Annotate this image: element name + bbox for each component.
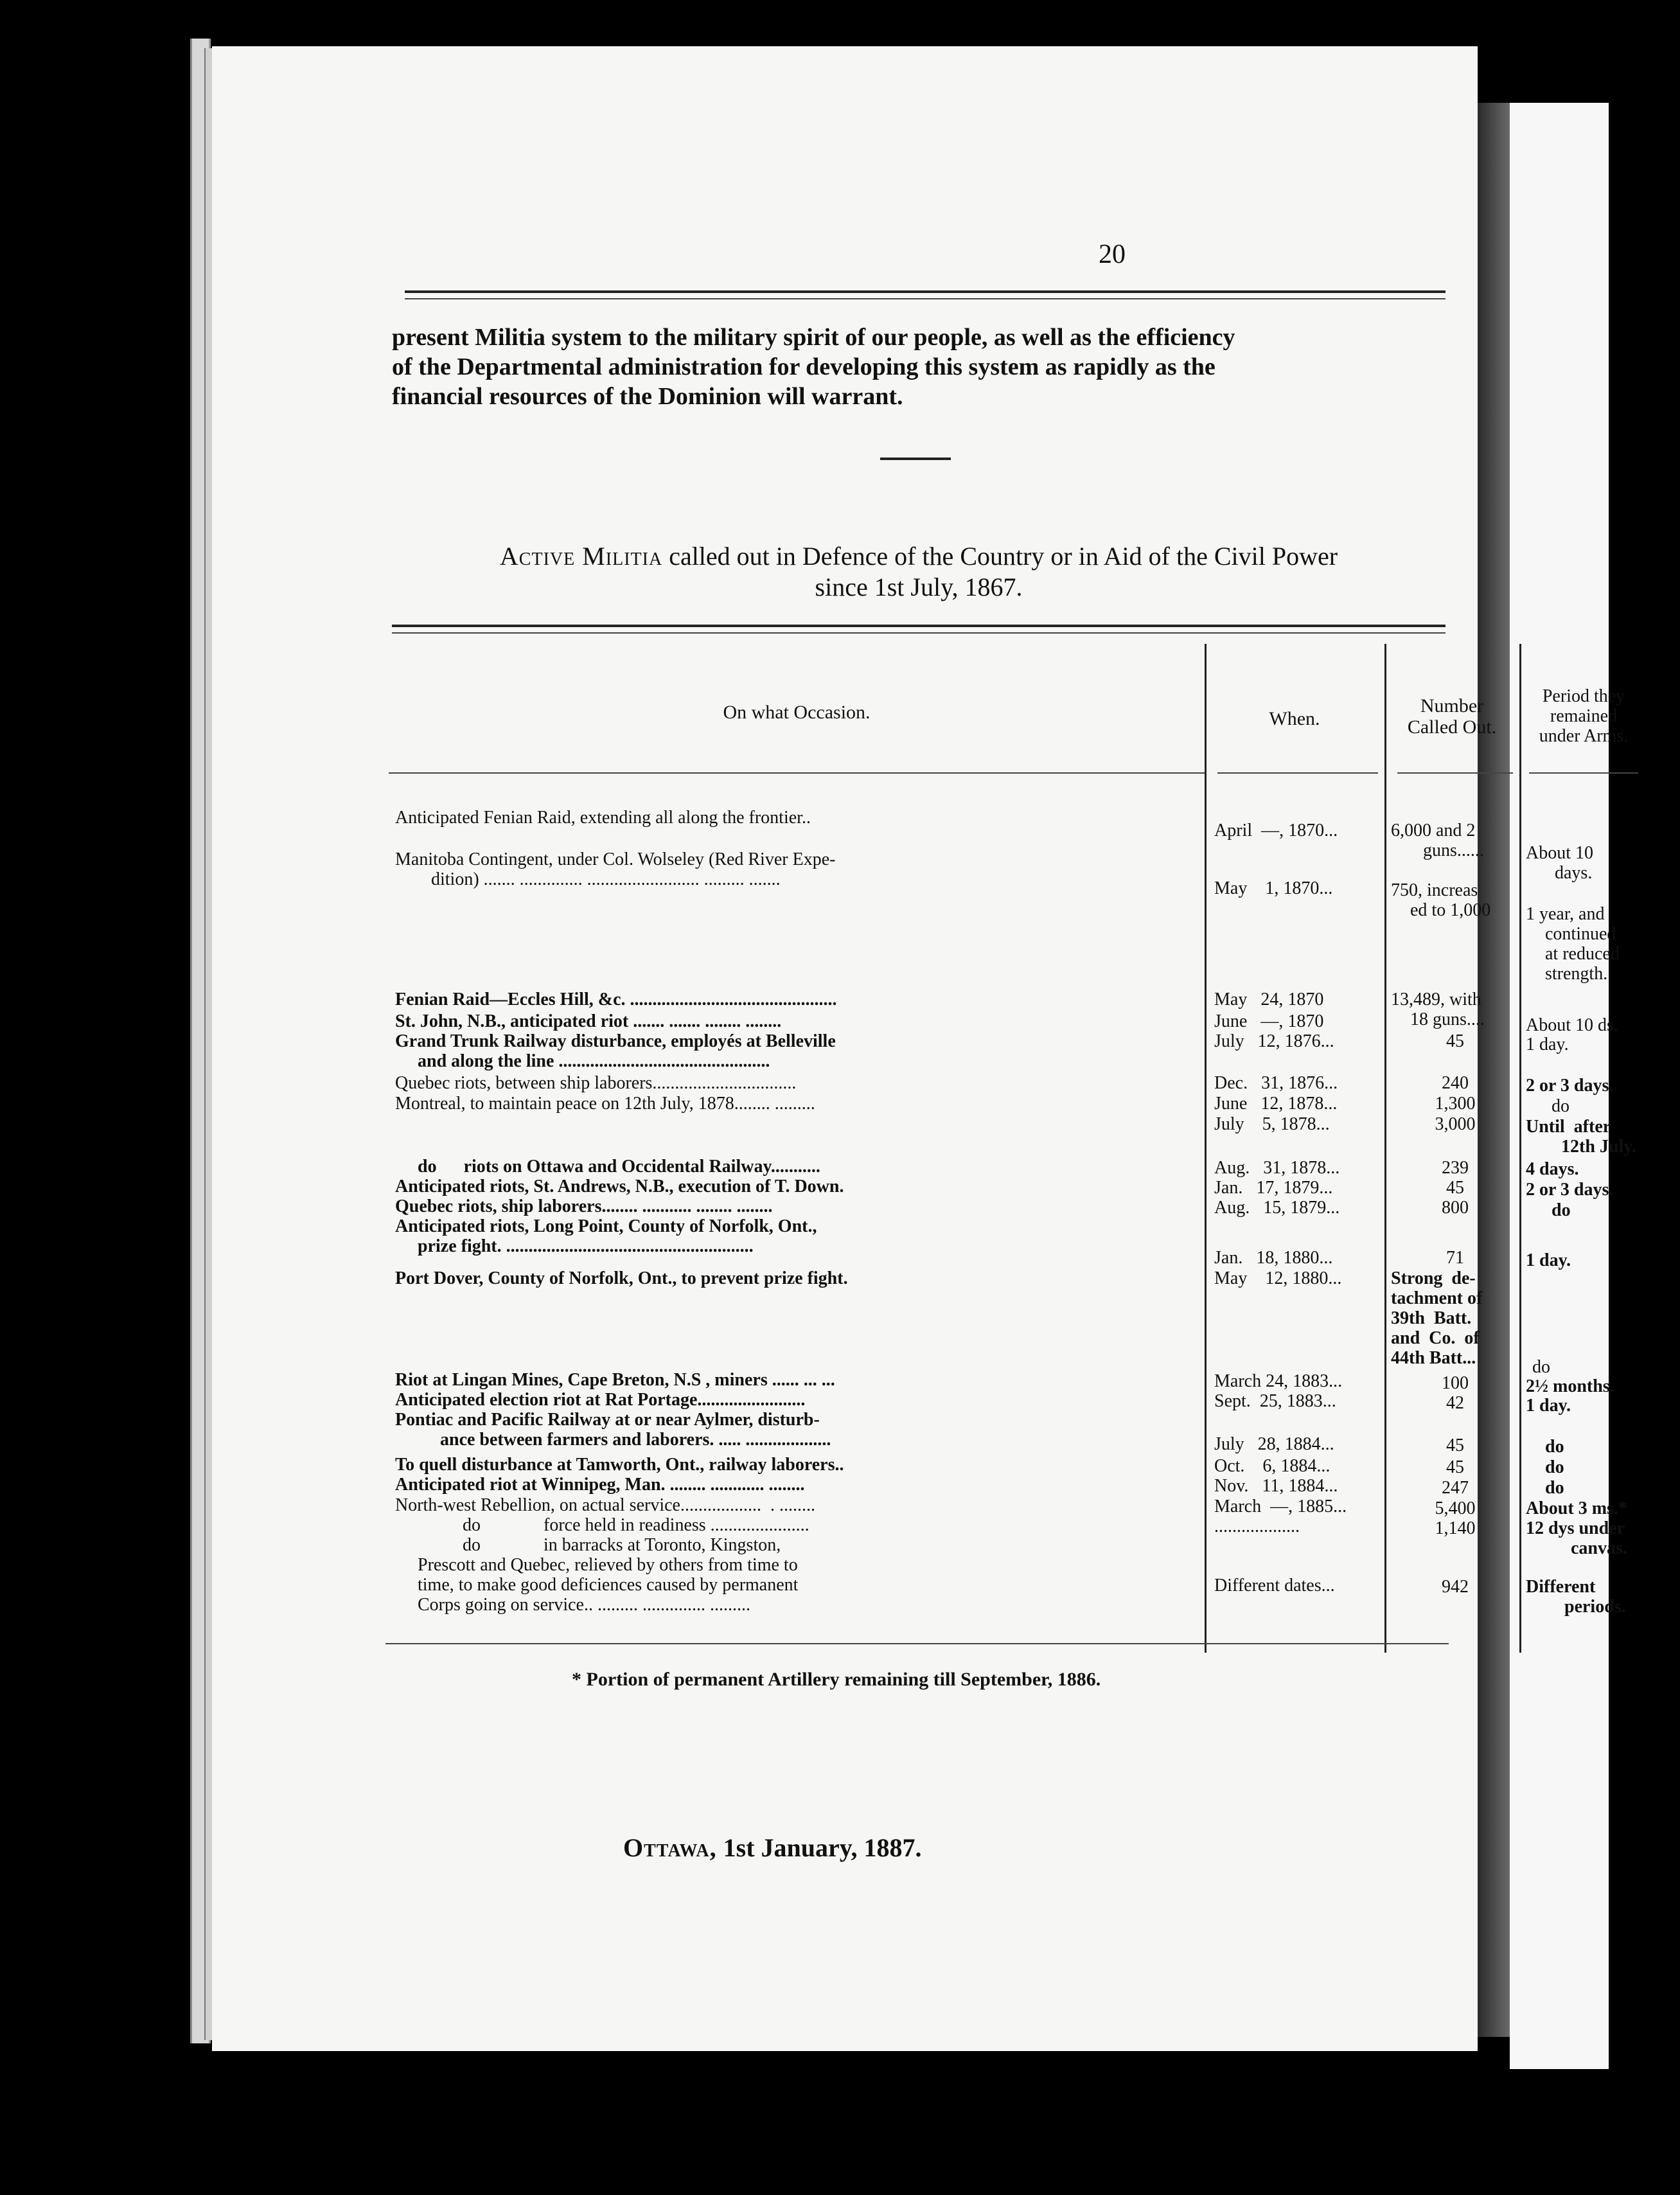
- occasion-cell: Quebec riots, between ship laborers................................: [395, 1073, 797, 1093]
- number-cell: 240: [1442, 1073, 1469, 1093]
- header-period-line: remained: [1550, 706, 1618, 726]
- header-number: [1384, 695, 1519, 738]
- period-cell: 2½ months.: [1526, 1376, 1614, 1396]
- intro-line: present Militia system to the military spirit of our people, as well as the efficiency: [392, 324, 1235, 351]
- signature-line: [623, 1833, 922, 1863]
- header-period-line: Period they: [1542, 686, 1625, 706]
- occasion-cell: [395, 1535, 1205, 1615]
- page-edge-stack-inner: [204, 48, 212, 2040]
- period-line: About 10: [1526, 843, 1593, 863]
- period-cell: do: [1532, 1357, 1550, 1377]
- when-cell: May 24, 1870: [1214, 990, 1324, 1009]
- number-cell: 3,000: [1435, 1114, 1476, 1134]
- period-cell: [1526, 1577, 1654, 1617]
- period-line: canvas.: [1571, 1538, 1627, 1558]
- period-cell: 2 or 3 days.: [1526, 1076, 1614, 1096]
- when-cell: July 28, 1884...: [1214, 1434, 1334, 1454]
- number-cell: 247: [1442, 1478, 1469, 1498]
- document-page: [212, 46, 1636, 2051]
- number-line: ed to 1,000: [1410, 900, 1491, 920]
- occasion-line: prize fight. .......................................................: [395, 1236, 754, 1256]
- period-line: periods.: [1564, 1597, 1626, 1617]
- period-cell: do: [1552, 1200, 1571, 1220]
- header-period: [1519, 686, 1648, 746]
- footnote: * Portion of permanent Artillery remaining till September, 1886.: [572, 1669, 1101, 1690]
- period-cell: 2 or 3 days.: [1526, 1180, 1614, 1200]
- column-divider: [1384, 644, 1386, 1653]
- number-line: guns......: [1423, 840, 1484, 860]
- number-cell: 100: [1442, 1373, 1469, 1393]
- occasion-line: do in barracks at Toronto, Kingston,: [395, 1535, 781, 1555]
- occasion-cell: [395, 849, 1205, 889]
- when-cell: Sept. 25, 1883...: [1214, 1391, 1336, 1411]
- period-line: Until after: [1526, 1117, 1611, 1137]
- header-rule-top: [405, 290, 1446, 293]
- occasion-cell: North-west Rebellion, on actual service.................. . ........: [395, 1495, 815, 1515]
- militia-table: [389, 644, 1636, 1659]
- period-line: 12 dys under: [1526, 1518, 1625, 1538]
- period-cell: [1526, 843, 1654, 883]
- header-occasion: On what Occasion.: [723, 702, 871, 723]
- header-number-line: Number: [1420, 695, 1484, 716]
- table-rule-top-thin: [392, 632, 1446, 634]
- table-bottom-rule: [385, 1643, 1449, 1644]
- occasion-line: Anticipated riots, Long Point, County of Norfolk, Ont.,: [395, 1216, 817, 1236]
- number-cell: 45: [1446, 1031, 1464, 1051]
- period-line: strength.: [1545, 964, 1608, 984]
- occasion-line: ance between farmers and laborers. ..... ...................: [395, 1430, 831, 1450]
- header-period-line: under Arms.: [1539, 726, 1629, 746]
- occasion-cell: Anticipated riot at Winnipeg, Man. ........ ............ ........: [395, 1475, 805, 1495]
- when-cell: ...................: [1214, 1516, 1300, 1536]
- column-divider: [1519, 644, 1521, 1653]
- occasion-line: Manitoba Contingent, under Col. Wolseley (Red River Expe-: [395, 849, 836, 869]
- period-cell: About 10 ds.: [1526, 1015, 1618, 1035]
- period-line: Different: [1526, 1577, 1596, 1597]
- number-line: 13,489, with: [1391, 990, 1481, 1009]
- occasion-line: Corps going on service.. ......... .............. .........: [395, 1595, 750, 1615]
- heading-small-caps: Active Militia: [499, 542, 663, 571]
- page-number: 20: [1099, 240, 1126, 269]
- occasion-cell: [395, 1031, 1205, 1071]
- when-cell: Aug. 31, 1878...: [1214, 1158, 1340, 1178]
- occasion-line: and along the line ...............................................: [395, 1051, 770, 1071]
- occasion-cell: To quell disturbance at Tamworth, Ont., railway laborers..: [395, 1455, 844, 1475]
- period-cell: 1 day.: [1526, 1035, 1569, 1054]
- header-number-line: Called Out.: [1407, 716, 1497, 738]
- header-underline: [389, 772, 1205, 774]
- occasion-cell: Quebec riots, ship laborers........ ........... ........ ........: [395, 1196, 773, 1216]
- heading-line-2: since 1st July, 1867.: [815, 573, 1023, 601]
- occasion-cell: Anticipated riots, St. Andrews, N.B., execution of T. Down.: [395, 1177, 844, 1196]
- number-cell: 45: [1446, 1457, 1464, 1477]
- occasion-cell: do force held in readiness ......................: [395, 1515, 809, 1535]
- number-cell: 71: [1446, 1248, 1464, 1268]
- occasion-cell: St. John, N.B., anticipated riot ....... ....... ........ ........: [395, 1011, 782, 1031]
- occasion-cell: Montreal, to maintain peace on 12th July, 1878........ .........: [395, 1094, 815, 1114]
- period-cell: 1 day.: [1526, 1250, 1571, 1270]
- header-rule-bottom: [405, 298, 1446, 299]
- number-cell: 800: [1442, 1198, 1469, 1218]
- when-cell: Different dates...: [1214, 1576, 1335, 1595]
- number-cell: [1391, 880, 1519, 920]
- period-cell: do: [1545, 1478, 1564, 1498]
- period-cell: do: [1545, 1437, 1564, 1457]
- number-line: tachment of: [1391, 1288, 1483, 1308]
- number-cell: [1391, 821, 1519, 860]
- period-cell: 1 day.: [1526, 1396, 1571, 1416]
- occasion-line: Grand Trunk Railway disturbance, employés at Belleville: [395, 1031, 836, 1051]
- table-heading: [392, 541, 1446, 603]
- when-cell: Dec. 31, 1876...: [1214, 1073, 1338, 1093]
- header-when: When.: [1269, 708, 1320, 729]
- number-cell: [1391, 1268, 1519, 1368]
- number-cell: 1,140: [1435, 1518, 1476, 1538]
- occasion-cell: Fenian Raid—Eccles Hill, &c. ..............................................: [395, 990, 837, 1009]
- when-cell: June 12, 1878...: [1214, 1094, 1338, 1114]
- when-cell: July 12, 1876...: [1214, 1031, 1334, 1051]
- occasion-cell: [395, 1216, 1205, 1256]
- period-line: at reduced: [1545, 944, 1620, 964]
- when-cell: June —, 1870: [1214, 1011, 1324, 1031]
- number-cell: 5,400: [1435, 1498, 1476, 1518]
- header-underline: [1217, 772, 1378, 774]
- number-cell: 45: [1446, 1435, 1464, 1455]
- number-line: 18 guns....: [1410, 1009, 1485, 1029]
- number-line: 39th Batt.: [1391, 1308, 1472, 1328]
- occasion-cell: Anticipated Fenian Raid, extending all along the frontier..: [395, 808, 811, 828]
- intro-paragraph: [392, 323, 1446, 411]
- period-cell: [1526, 904, 1654, 984]
- occasion-line: Prescott and Quebec, relieved by others from time to: [395, 1555, 798, 1575]
- intro-line: of the Departmental administration for developing this system as rapidly as the: [392, 353, 1216, 380]
- when-cell: Jan. 17, 1879...: [1214, 1178, 1333, 1198]
- when-cell: April —, 1870...: [1214, 821, 1338, 840]
- occasion-cell: Anticipated election riot at Rat Portage........................: [395, 1390, 806, 1410]
- period-cell: About 3 ms.*: [1526, 1498, 1627, 1518]
- occasion-line: dition) ....... .............. ......................... ......... .......: [395, 869, 781, 889]
- book-spine-shadow: [1478, 103, 1510, 2037]
- period-line: days.: [1555, 863, 1593, 883]
- period-cell: [1526, 1518, 1654, 1558]
- section-divider: [880, 458, 951, 460]
- when-cell: March 24, 1883...: [1214, 1371, 1343, 1391]
- number-line: Strong de-: [1391, 1268, 1476, 1288]
- occasion-cell: Riot at Lingan Mines, Cape Breton, N.S , miners ...... ... ...: [395, 1370, 835, 1390]
- period-cell: 4 days.: [1526, 1159, 1579, 1179]
- header-underline: [1529, 772, 1638, 774]
- number-line: and Co. of: [1391, 1328, 1480, 1348]
- period-line: 1 year, and: [1526, 904, 1605, 924]
- number-line: 6,000 and 2: [1391, 821, 1476, 840]
- header-underline: [1397, 772, 1513, 774]
- occasion-cell: do riots on Ottawa and Occidental Railway...........: [395, 1157, 820, 1177]
- number-cell: [1391, 990, 1519, 1029]
- when-cell: Jan. 18, 1880...: [1214, 1248, 1333, 1268]
- number-line: 750, increas: [1391, 880, 1478, 900]
- number-cell: 239: [1442, 1158, 1469, 1178]
- signature-place: Ottawa,: [623, 1833, 717, 1862]
- period-cell: do: [1545, 1457, 1564, 1477]
- when-cell: Aug. 15, 1879...: [1214, 1198, 1340, 1218]
- number-cell: 42: [1446, 1393, 1464, 1413]
- heading-line-1: called out in Defence of the Country or in Aid of the Civil Power: [669, 542, 1338, 571]
- when-cell: Oct. 6, 1884...: [1214, 1456, 1331, 1476]
- when-cell: May 12, 1880...: [1214, 1268, 1342, 1288]
- number-cell: 45: [1446, 1178, 1464, 1198]
- occasion-cell: [395, 1410, 1205, 1450]
- column-divider: [1205, 644, 1207, 1653]
- period-line: 12th July.: [1561, 1137, 1636, 1157]
- period-cell: [1526, 1117, 1654, 1157]
- when-cell: July 5, 1878...: [1214, 1114, 1330, 1134]
- number-cell: 1,300: [1435, 1094, 1476, 1114]
- when-cell: Nov. 11, 1884...: [1214, 1476, 1338, 1496]
- occasion-cell: Port Dover, County of Norfolk, Ont., to prevent prize fight.: [395, 1268, 848, 1288]
- when-cell: March —, 1885...: [1214, 1497, 1347, 1516]
- table-rule-top: [392, 625, 1446, 627]
- number-line: 44th Batt...: [1391, 1348, 1476, 1368]
- period-line: continued: [1545, 924, 1616, 944]
- intro-line: financial resources of the Dominion will warrant.: [392, 383, 903, 410]
- when-cell: May 1, 1870...: [1214, 878, 1333, 898]
- occasion-line: time, to make good deficiences caused by permanent: [395, 1575, 799, 1595]
- period-cell: do: [1552, 1096, 1569, 1116]
- signature-date: 1st January, 1887.: [723, 1833, 922, 1862]
- number-cell: 942: [1442, 1577, 1469, 1597]
- occasion-line: Pontiac and Pacific Railway at or near Aylmer, disturb-: [395, 1410, 820, 1430]
